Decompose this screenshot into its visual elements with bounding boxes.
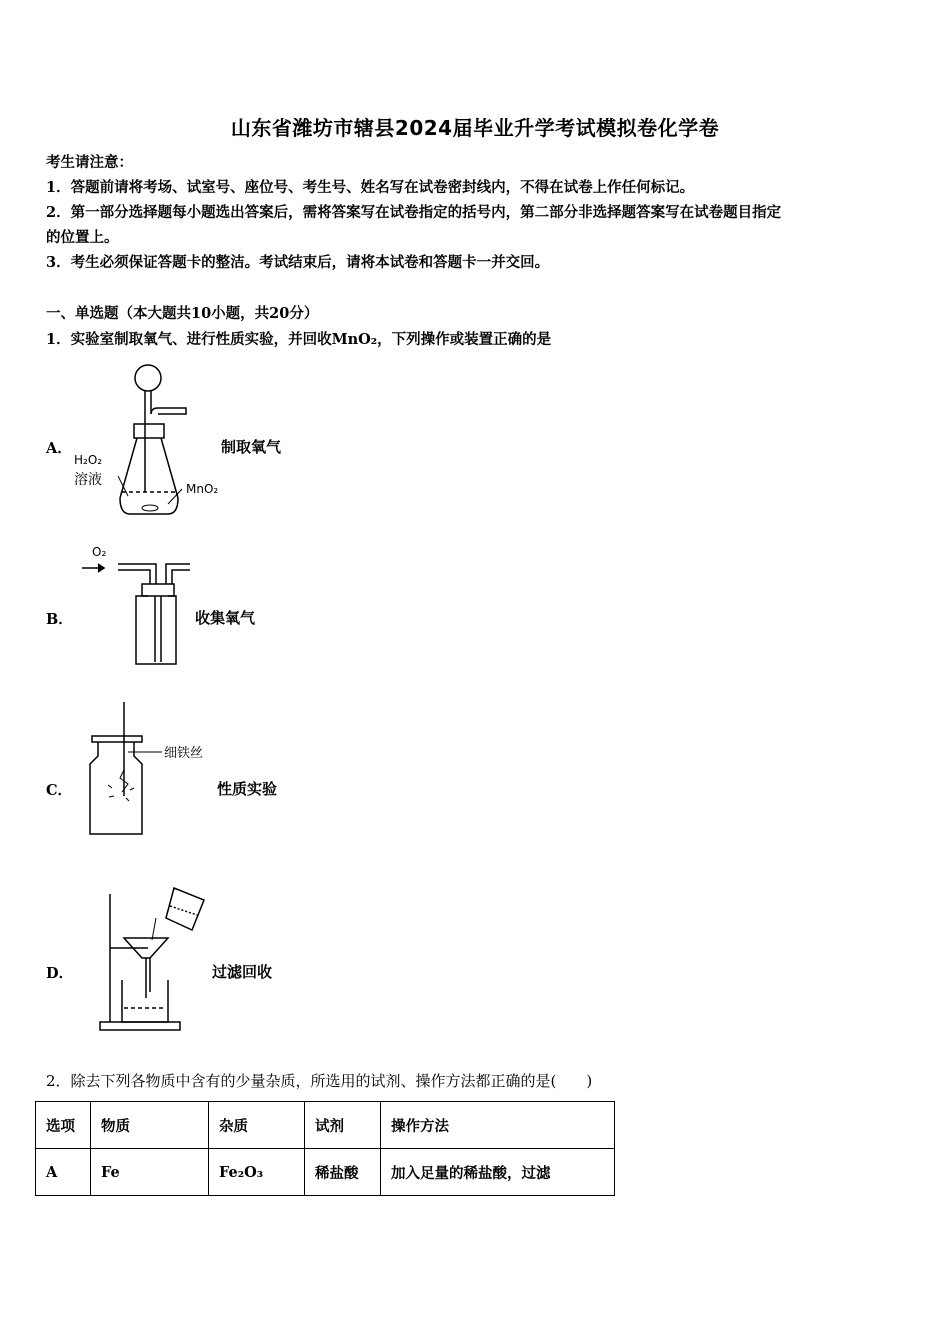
- header-option: 选项: [36, 1102, 91, 1149]
- option-b-label: B．: [46, 611, 73, 628]
- notice-item: 的位置上。: [46, 229, 119, 246]
- option-c-label: C．: [46, 782, 73, 799]
- apparatus-c-diagram: [84, 700, 224, 840]
- label-solution: 溶液: [74, 472, 102, 488]
- notice-heading: 考生请注意：: [46, 154, 133, 171]
- notice-item: 2．第一部分选择题每小题选出答案后，需将答案写在试卷指定的括号内，第二部分非选择题答案写在试卷题目指定: [46, 204, 782, 221]
- option-c-text: 性质实验: [217, 780, 278, 798]
- apparatus-a-diagram: [70, 362, 230, 522]
- impurity-table: [35, 1101, 615, 1196]
- question-2-stem: 2．除去下列各物质中含有的少量杂质，所选用的试剂、操作方法都正确的是( ): [46, 1072, 593, 1090]
- apparatus-d-diagram: [96, 882, 216, 1036]
- cell-option: A: [36, 1149, 91, 1196]
- option-a-text: 制取氧气: [221, 438, 282, 456]
- option-d-label: D．: [46, 965, 74, 982]
- page-title: 山东省潍坊市辖县2024届毕业升学考试模拟卷化学卷: [230, 116, 720, 140]
- label-mno2: MnO₂: [186, 482, 219, 496]
- header-substance: 物质: [91, 1102, 209, 1149]
- notice-item: 3．考生必须保证答题卡的整洁。考试结束后，请将本试卷和答题卡一并交回。: [46, 254, 550, 271]
- option-d-text: 过滤回收: [212, 963, 273, 981]
- cell-impurity: Fe₂O₃: [209, 1149, 305, 1196]
- cell-substance: Fe: [91, 1149, 209, 1196]
- section-heading: 一、单选题（本大题共10小题，共20分）: [46, 305, 319, 322]
- header-reagent: 试剂: [305, 1102, 381, 1149]
- label-o2: O₂: [92, 545, 107, 559]
- header-impurity: 杂质: [209, 1102, 305, 1149]
- cell-method: 加入足量的稀盐酸，过滤: [381, 1149, 615, 1196]
- label-wire: 细铁丝: [164, 746, 204, 761]
- apparatus-b-diagram: [78, 540, 198, 670]
- question-1-stem: 1．实验室制取氧气、进行性质实验，并回收MnO₂，下列操作或装置正确的是: [46, 331, 552, 348]
- table-header-row: [36, 1102, 615, 1149]
- cell-reagent: 稀盐酸: [305, 1149, 381, 1196]
- notice: [46, 150, 781, 275]
- option-b-text: 收集氧气: [195, 609, 256, 627]
- label-h2o2: H₂O₂: [74, 453, 103, 467]
- header-method: 操作方法: [381, 1102, 615, 1149]
- notice-item: 1．答题前请将考场、试室号、座位号、考生号、姓名写在试卷密封线内，不得在试卷上作任何标记。: [46, 179, 695, 196]
- option-a-label: A．: [46, 440, 72, 457]
- table-row: [36, 1149, 615, 1196]
